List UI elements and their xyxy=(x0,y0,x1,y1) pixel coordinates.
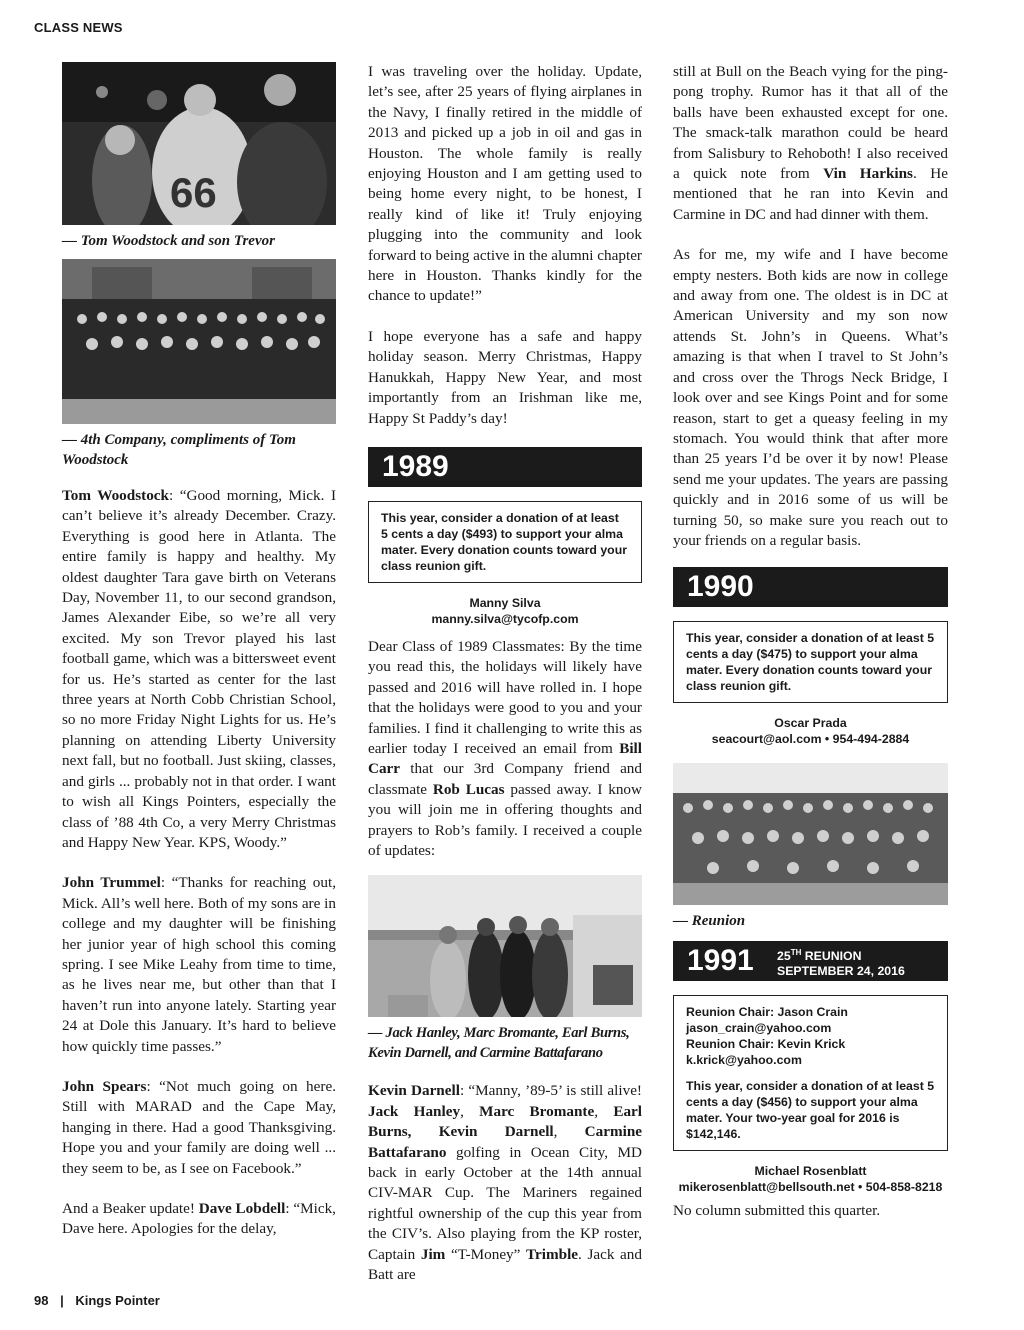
no-column-note: No column submitted this quarter. xyxy=(673,1202,881,1220)
photo-4th-company xyxy=(62,259,336,424)
chair-jason-crain: Reunion Chair: Jason Crain xyxy=(686,1005,848,1020)
darnell-part: . Jack and Batt are xyxy=(368,1245,642,1284)
entry-dave-lobdell xyxy=(62,1199,336,1240)
photo-golf xyxy=(368,875,642,1017)
letter-1989 xyxy=(368,637,642,861)
photo-golf-image xyxy=(368,875,642,1017)
holiday-message: I hope everyone has a safe and happy holiday season. Merry Christmas, Happy Hanukkah, Happy New Year, and most importantly from an Irishman like me, Happy St Paddy’s day! xyxy=(368,327,642,427)
page-number: 98 xyxy=(34,1293,49,1308)
year-banner-1990 xyxy=(673,567,948,607)
photo-reunion xyxy=(673,763,948,905)
continued-part: still at Bull on the Beach vying for the ping-pong trophy. Rumor has it that all of the balls have been exhausted except for one. The smack-talk marathon could be heard from Salisbury to Rehoboth! I also received a quick note from xyxy=(673,63,948,183)
jersey-number: 66 xyxy=(170,169,217,216)
reunion-ordinal: 25 xyxy=(777,949,791,964)
info-box-1991 xyxy=(673,995,948,1151)
name-kevin-darnell-2: Kevin Darnell xyxy=(438,1123,554,1141)
darnell-sep: , xyxy=(594,1102,614,1120)
caption-reunion: — Reunion xyxy=(673,913,746,930)
letter-part: Dear Class of 1989 Classmates: By the time you read this, the holidays will likely have passed and 2016 will have rolled in. I hope that the holidays were good to you and your families. I find it challenging to write this as earlier today I received an email from xyxy=(368,637,642,757)
contact-line-1991: mikerosenblatt@bellsouth.net • 504-858-8218 xyxy=(678,1180,943,1195)
entry-john-spears xyxy=(62,1077,336,1179)
darnell-part: : “Manny, ’89-5’ is still alive! xyxy=(459,1082,642,1100)
name-dave-lobdell: Dave Lobdell xyxy=(198,1200,286,1217)
name-john-spears: John Spears xyxy=(62,1077,147,1095)
reunion-word: REUNION xyxy=(801,949,862,964)
name-marc-bromante: Marc Bromante xyxy=(479,1102,595,1120)
darnell-continued xyxy=(673,62,948,225)
text-john-trummel: : “Thanks for reaching out, Mick. All’s well here. Both of my sons are in college and my daughter will be finishing her junior year of high school this coming spring. I see Mike Leahy from time to time, as he lives near me, but other than that I haven’t run into anyone lately. Starting year 24 at Dole this January. It’s hard to believe how quickly time passes.” xyxy=(62,874,336,1055)
donation-box-1990: This year, consider a donation of at least 5 cents a day ($475) to support your alma mater. Every donation counts toward your class reunion gift. xyxy=(673,621,948,703)
caption-golf: — Jack Hanley, Marc Bromante, Earl Burns, Kevin Darnell, and Carmine Battafarano xyxy=(368,1025,630,1062)
photo-woodstock-image xyxy=(62,62,336,225)
name-vin-harkins: Vin Harkins xyxy=(823,165,913,183)
lobdell-continued: I was traveling over the holiday. Update, let’s see, after 25 years of flying airplanes in the Navy, I finally retired in the middle of 2013 and picked up a job in oil and gas in Houston. The whole family is really enjoying Houston and I am getting used to being home every night, to be honest, I really kind of like it! Truly enjoying plugging into the community and look forward to being active in the alumni chapter here in Houston. Thanks kindly for the chance to update!” xyxy=(368,63,642,305)
contact-name-1990: Oscar Prada xyxy=(774,716,847,731)
donation-box-1989: This year, consider a donation of at least 5 cents a day ($493) to support your alma mater. Every donation counts toward your class reunion gift. xyxy=(368,501,642,583)
column-middle xyxy=(368,62,642,1285)
darnell-part: golfing in Ocean City, MD back in early October at the 14th annual CIV-MAR Cup. The Mariners regained rightful ownership of the cup this year from the CIV’s. Also playing from the KP roster, Captain xyxy=(368,1143,642,1263)
name-kevin-darnell: Kevin Darnell xyxy=(368,1082,460,1100)
name-jack-hanley: Jack Hanley xyxy=(368,1102,461,1120)
continued-part: . He mentioned that he ran into Kevin and Carmine in DC and had dinner with them. xyxy=(673,165,949,223)
name-bill-carr: Bill Carr xyxy=(368,739,642,778)
section-header: CLASS NEWS xyxy=(34,20,123,35)
caption-woodstock: — Tom Woodstock and son Trevor xyxy=(62,233,275,249)
empty-nest-paragraph: As for me, my wife and I have become empty nesters. Both kids are now in college and away from one. The oldest is in DC at American University and my son now attends St. John’s in Queens. What’s amazing is that when I travel to St John’s and cross over the Throgs Neck Bridge, I look over and see Kings Point and for some reason, start to get a queasy feeling in my stomach. You would think that after more than 25 years I’d be over it by now! Please send me your updates. The years are passing quickly and in 2016 some of us will be turning 50, so make sure you reach out to your friends on a regular basis. xyxy=(673,246,948,549)
name-john-trummel: John Trummel xyxy=(62,874,161,892)
text-dave-lobdell: : “Mick, Dave here. Apologies for the delay, xyxy=(62,1200,336,1238)
chair-kevin-krick-email: k.krick@yahoo.com xyxy=(686,1053,802,1068)
text-john-spears: : “Not much going on here. Still with MARAD and the Cape May, hanging in there. Had a good Thanksgiving. Hope you and your family are doing well ... they seem to be, as I see on Facebook.” xyxy=(62,1077,336,1177)
contact-email-1989: manny.silva@tycofp.com xyxy=(431,611,579,626)
column-left xyxy=(62,62,336,1240)
photo-company-image xyxy=(62,259,336,424)
reunion-date: SEPTEMBER 24, 2016 xyxy=(777,964,905,979)
darnell-sep: , xyxy=(460,1102,480,1120)
chair-kevin-krick: Reunion Chair: Kevin Krick xyxy=(686,1037,846,1052)
year-banner-1991 xyxy=(673,941,948,981)
year-1990: 1990 xyxy=(687,570,754,604)
donation-text-1991: This year, consider a donation of at least 5 cents a day ($456) to support your alma mater. Your two-year goal for 2016 is $142,146. xyxy=(686,1079,935,1142)
name-earl-burns: Earl Burns, xyxy=(368,1102,642,1141)
name-carmine-battafarano: Carmine Battafarano xyxy=(368,1123,643,1161)
page-footer xyxy=(34,1293,160,1308)
entry-tom-woodstock xyxy=(62,486,336,853)
reunion-ordinal-suffix: TH xyxy=(790,948,802,958)
year-1989: 1989 xyxy=(382,449,449,483)
footer-separator: | xyxy=(60,1293,64,1308)
contact-name-1989: Manny Silva xyxy=(469,595,541,610)
name-jim: Jim xyxy=(420,1245,446,1263)
darnell-sep xyxy=(411,1123,438,1140)
magazine-name: Kings Pointer xyxy=(75,1293,160,1308)
contact-line-1990: seacourt@aol.com • 954-494-2884 xyxy=(711,732,910,747)
photo-reunion-image xyxy=(673,763,948,905)
darnell-sep: , xyxy=(553,1123,585,1141)
name-tom-woodstock: Tom Woodstock xyxy=(62,487,169,504)
caption-4th-company: — 4th Company, compliments of Tom Woodstock xyxy=(62,432,296,468)
chair-jason-crain-email: jason_crain@yahoo.com xyxy=(686,1021,832,1036)
letter-part: that our 3rd Company friend and classmate xyxy=(368,760,642,798)
name-trimble: Trimble xyxy=(526,1245,579,1263)
darnell-part: “T-Money” xyxy=(445,1245,527,1263)
entry-john-trummel xyxy=(62,873,336,1057)
year-1991: 1991 xyxy=(687,944,754,978)
entry-kevin-darnell xyxy=(368,1081,642,1285)
column-right xyxy=(673,62,948,1222)
name-rob-lucas: Rob Lucas xyxy=(432,780,505,798)
photo-woodstock-and-son xyxy=(62,62,336,225)
contact-name-1991: Michael Rosenblatt xyxy=(754,1164,867,1179)
beaker-intro: And a Beaker update! xyxy=(62,1200,199,1217)
year-banner-1989 xyxy=(368,447,642,487)
letter-part: passed away. I know you will join me in offering thoughts and prayers to Rob’s family. I received a couple of updates: xyxy=(368,780,642,859)
text-tom-woodstock: : “Good morning, Mick. I can’t believe it’s already December. Crazy. Everything is good here in Atlanta. The entire family is happy and healthy. My oldest daughter Tara gave birth on Veterans Day, November 11, to our second grandson, James Alexander Eibe, so we’re all very excited. My son Trevor played his last football game, which was a bittersweet event for us. He’s started as center for the last three years at North Cobb Christian School, so no more Friday Night Lights for us. He’s planning on attending Liberty University next fall, but no football. Just skiing, classes, and girls ... probably not in that order. I want to wish all Kings Pointers, especially the class of ’88 4th Co, a very Merry Christmas and Happy New Year. KPS, Woody.” xyxy=(62,487,337,851)
reunion-tag xyxy=(777,945,905,979)
